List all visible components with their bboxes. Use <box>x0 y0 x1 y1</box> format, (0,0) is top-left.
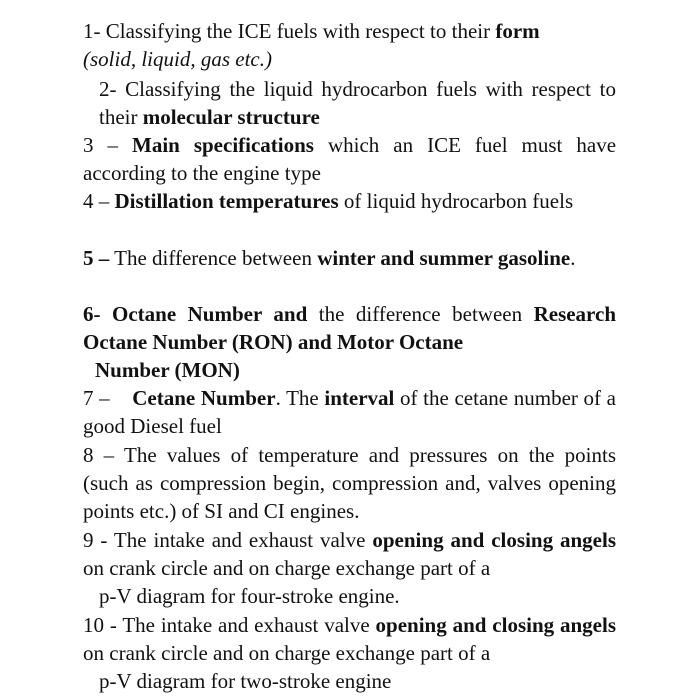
list-item-10: 10 - The intake and exhaust valve opening and closing angels on crank circle and on charge exchange part of a p-V diagram for two-stroke engine <box>83 613 616 694</box>
list-item-1: 1- Classifying the ICE fuels with respect to their form (solid, liquid, gas etc.) <box>83 19 540 72</box>
list-item-7: 7 – Cetane Number. The interval of the cetane number of a good Diesel fuel <box>83 386 617 439</box>
item-number: 5 – <box>83 246 110 270</box>
list-item-6: 6- Octane Number and the difference between Research Octane Number (RON) and Motor Octane Number (MON) <box>83 302 616 383</box>
list-item-8: 8 – The values of temperature and pressures on the points (such as compression begin, compression and, valves opening points etc.) of SI and CI engines. <box>83 443 616 524</box>
item-number: 7 – <box>83 386 110 410</box>
item-number: 1- <box>83 19 101 43</box>
list-item-5: 5 – The difference between winter and summer gasoline. <box>83 246 576 270</box>
list-item-3: 3 – Main specifications which an ICE fuel must have according to the engine type <box>83 133 617 186</box>
item-number: 9 - <box>83 528 108 552</box>
item-number: 4 – <box>83 189 110 213</box>
list-item-2: 2- Classifying the liquid hydrocarbon fuels with respect to their molecular structure <box>99 77 616 130</box>
list-item-4: 4 – Distillation temperatures of liquid hydrocarbon fuels <box>83 189 574 213</box>
item-number: 8 – <box>83 443 115 467</box>
item-number: 2- <box>99 77 117 101</box>
item-number: 10 - <box>83 613 117 637</box>
list-item-9: 9 - The intake and exhaust valve opening and closing angels on crank circle and on charge exchange part of a p-V diagram for four-stroke engine. <box>83 528 616 609</box>
item-number: 3 – <box>83 133 118 157</box>
